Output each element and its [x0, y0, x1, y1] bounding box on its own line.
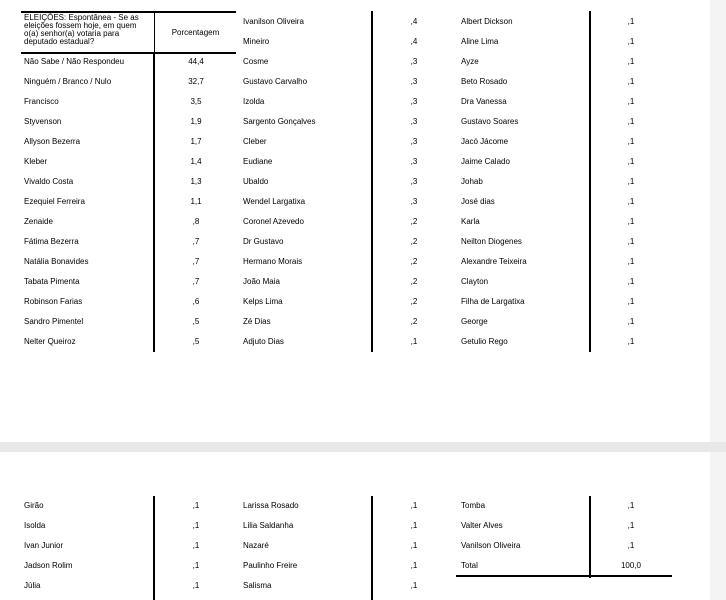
candidate-name: Valter Alves — [461, 521, 503, 530]
candidate-name: Sargento Gonçalves — [243, 117, 316, 126]
candidate-name: Ezequiel Ferreira — [24, 197, 85, 206]
percent-value: ,1 — [627, 541, 635, 550]
percent-value: ,1 — [410, 337, 418, 346]
candidate-name: Karla — [461, 217, 480, 226]
candidate-name: Kelps Lima — [243, 297, 283, 306]
candidate-name: Dr Gustavo — [243, 237, 284, 246]
table-row — [0, 192, 710, 212]
percent-value: ,7 — [192, 257, 200, 266]
table-row — [0, 132, 710, 152]
percent-value: ,4 — [410, 37, 418, 46]
percent-value: ,1 — [627, 97, 635, 106]
percent-value: ,1 — [192, 581, 200, 590]
table-row — [0, 172, 710, 192]
candidate-name: Eudiane — [243, 157, 273, 166]
candidate-name: Adjuto Dias — [243, 337, 284, 346]
table-row — [0, 112, 710, 132]
candidate-name: Johab — [461, 177, 483, 186]
candidate-name: Não Sabe / Não Respondeu — [24, 57, 125, 66]
candidate-name: Larissa Rosado — [243, 501, 299, 510]
candidate-name: Girão — [24, 501, 44, 510]
percent-value: ,3 — [410, 97, 418, 106]
candidate-name: Robinson Farias — [24, 297, 83, 306]
percent-value: ,2 — [410, 217, 418, 226]
candidate-name: Júlia — [24, 581, 41, 590]
candidate-name: Sandro Pimentel — [24, 317, 84, 326]
candidate-name: Nazaré — [243, 541, 269, 550]
candidate-name: Aline Lima — [461, 37, 499, 46]
percent-value: ,3 — [410, 157, 418, 166]
percent-value: ,3 — [410, 137, 418, 146]
percent-value: ,1 — [627, 177, 635, 186]
table-row — [0, 72, 710, 92]
page-2 — [0, 452, 710, 600]
percent-value: ,1 — [410, 561, 418, 570]
percent-value: ,1 — [627, 137, 635, 146]
candidate-name: Isolda — [24, 521, 46, 530]
candidate-name: Dra Vanessa — [461, 97, 507, 106]
table-row — [0, 272, 710, 292]
percent-value: ,8 — [192, 217, 200, 226]
percent-value: 3,5 — [190, 97, 202, 106]
table-row — [0, 92, 710, 112]
percent-value: ,1 — [627, 57, 635, 66]
page-margin — [710, 452, 726, 600]
candidate-name: Mineiro — [243, 37, 270, 46]
percent-value: ,3 — [410, 197, 418, 206]
percent-value: ,1 — [627, 117, 635, 126]
percent-value: ,2 — [410, 297, 418, 306]
table-row — [0, 496, 710, 516]
table-row — [0, 312, 710, 332]
question-label: ELEIÇÕES: Espontânea - Se as eleições fossem hoje, em quem o(a) senhor(a) votaria para deputado estadual? — [24, 13, 139, 46]
percent-value: ,1 — [627, 277, 635, 286]
table-row — [0, 252, 710, 272]
candidate-name: Ivan Junior — [24, 541, 64, 550]
percent-value: ,1 — [627, 317, 635, 326]
percent-value: ,1 — [627, 37, 635, 46]
percent-value: ,2 — [410, 237, 418, 246]
percent-value: ,1 — [410, 581, 418, 590]
candidate-name: João Maia — [243, 277, 280, 286]
candidate-name: Tomba — [461, 501, 486, 510]
percent-value: ,3 — [410, 177, 418, 186]
percent-value: ,5 — [192, 337, 200, 346]
candidate-name: Nelter Queiroz — [24, 337, 76, 346]
percent-value: 1,1 — [190, 197, 202, 206]
percent-value: ,5 — [192, 317, 200, 326]
candidate-name: Tabata Pimenta — [24, 277, 80, 286]
table-row — [0, 12, 710, 32]
percent-value: 1,3 — [190, 177, 202, 186]
percent-value: ,1 — [410, 521, 418, 530]
candidate-name: Getulio Rego — [461, 337, 508, 346]
percent-value: 1,7 — [190, 137, 202, 146]
percent-value: ,3 — [410, 77, 418, 86]
table-row — [0, 152, 710, 172]
percent-value: ,7 — [192, 277, 200, 286]
candidate-name: Beto Rosado — [461, 77, 508, 86]
candidate-name: José dias — [461, 197, 495, 206]
table-row — [0, 52, 710, 72]
table-row — [0, 516, 710, 536]
percent-value: ,2 — [410, 277, 418, 286]
percent-value: ,3 — [410, 57, 418, 66]
candidate-name: Izolda — [243, 97, 265, 106]
percent-value: ,1 — [192, 521, 200, 530]
candidate-name: Styvenson — [24, 117, 62, 126]
candidate-name: Total — [461, 561, 478, 570]
candidate-name: Kleber — [24, 157, 48, 166]
candidate-name: Fátima Bezerra — [24, 237, 79, 246]
candidate-name: Allyson Bezerra — [24, 137, 81, 146]
candidate-name: Lilia Saldanha — [243, 521, 294, 530]
percent-value: ,7 — [192, 237, 200, 246]
candidate-name: Cosme — [243, 57, 269, 66]
percent-value: ,1 — [410, 541, 418, 550]
percent-value: 1,9 — [190, 117, 202, 126]
percent-value: ,1 — [627, 501, 635, 510]
candidate-name: Cleber — [243, 137, 267, 146]
percent-value: ,1 — [627, 237, 635, 246]
table-row — [0, 332, 710, 352]
percent-value: ,1 — [627, 257, 635, 266]
candidate-name: Alexandre Teixeira — [461, 257, 527, 266]
percent-column-header: Porcentagem — [171, 28, 220, 37]
candidate-name: Gustavo Carvalho — [243, 77, 308, 86]
candidate-name: Clayton — [461, 277, 489, 286]
page-margin — [710, 0, 726, 442]
percent-value: ,1 — [192, 541, 200, 550]
table-row — [0, 292, 710, 312]
table-row — [0, 232, 710, 252]
candidate-name: Zé Dias — [243, 317, 271, 326]
percent-value: ,1 — [627, 297, 635, 306]
candidate-name: George — [461, 317, 488, 326]
candidate-name: Vanilson Oliveira — [461, 541, 521, 550]
percent-value: 44,4 — [188, 57, 204, 66]
percent-value: ,2 — [410, 257, 418, 266]
table-row — [0, 32, 710, 52]
candidate-name: Jaime Calado — [461, 157, 510, 166]
candidate-name: Ivanilson Oliveira — [243, 17, 304, 26]
candidate-name: Natália Bonavides — [24, 257, 89, 266]
percent-value: ,1 — [627, 157, 635, 166]
percent-value: 100,0 — [620, 561, 642, 570]
candidate-name: Filha de Largatixa — [461, 297, 525, 306]
percent-value: ,1 — [192, 561, 200, 570]
candidate-name: Gustavo Soares — [461, 117, 519, 126]
percent-value: ,1 — [627, 17, 635, 26]
percent-value: 32,7 — [188, 77, 204, 86]
candidate-name: Ubaldo — [243, 177, 269, 186]
table-row — [0, 556, 710, 576]
percent-value: ,6 — [192, 297, 200, 306]
candidate-name: Albert Dickson — [461, 17, 513, 26]
table-row — [0, 536, 710, 556]
candidate-name: Jacó Jácome — [461, 137, 509, 146]
candidate-name: Coronel Azevedo — [243, 217, 304, 226]
percent-value: ,1 — [627, 337, 635, 346]
candidate-name: Wendel Largatixa — [243, 197, 306, 206]
candidate-name: Francisco — [24, 97, 59, 106]
percent-value: ,1 — [627, 217, 635, 226]
candidate-name: Jadson Rolim — [24, 561, 73, 570]
table-row — [0, 576, 710, 596]
percent-value: ,1 — [627, 197, 635, 206]
table-row — [0, 212, 710, 232]
percent-value: ,1 — [627, 521, 635, 530]
percent-value: ,1 — [627, 77, 635, 86]
candidate-name: Paulinho Freire — [243, 561, 298, 570]
candidate-name: Zenaide — [24, 217, 53, 226]
candidate-name: Ninguém / Branco / Nulo — [24, 77, 112, 86]
candidate-name: Ayze — [461, 57, 479, 66]
percent-value: ,2 — [410, 317, 418, 326]
percent-value: ,1 — [410, 501, 418, 510]
percent-value: ,1 — [192, 501, 200, 510]
percent-value: ,3 — [410, 117, 418, 126]
candidate-name: Hermano Morais — [243, 257, 303, 266]
percent-value: ,4 — [410, 17, 418, 26]
percent-value: 1,4 — [190, 157, 202, 166]
candidate-name: Salisma — [243, 581, 272, 590]
candidate-name: Neilton Diogenes — [461, 237, 522, 246]
candidate-name: Vivaldo Costa — [24, 177, 74, 186]
